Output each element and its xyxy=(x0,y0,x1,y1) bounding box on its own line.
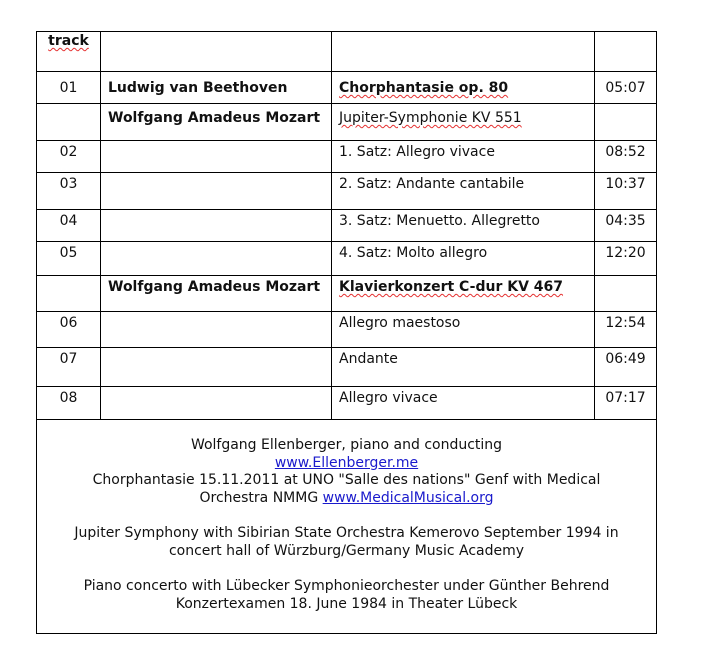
work-title: 3. Satz: Menuetto. Allegretto xyxy=(332,210,595,241)
work-title-text: Klavierkonzert C-dur KV 467 xyxy=(339,279,564,295)
track-number: 03 xyxy=(37,173,101,209)
header-time xyxy=(595,32,656,71)
composer: Wolfgang Amadeus Mozart xyxy=(101,104,332,140)
table-row xyxy=(37,242,656,276)
composer xyxy=(101,141,332,172)
table-header-row xyxy=(37,32,656,72)
header-title xyxy=(332,32,595,71)
duration: 05:07 xyxy=(605,80,646,96)
composer: Ludwig van Beethoven xyxy=(101,72,332,103)
track-number: 01 xyxy=(37,72,101,103)
work-title: Allegro vivace xyxy=(332,387,595,419)
table-row xyxy=(37,276,656,312)
duration xyxy=(595,276,656,311)
track-number: 08 xyxy=(37,387,101,419)
track-number: 05 xyxy=(37,242,101,275)
track-number: 06 xyxy=(37,312,101,347)
table-row xyxy=(37,141,656,173)
table-row xyxy=(37,210,656,242)
composer xyxy=(101,387,332,419)
table-row xyxy=(37,387,656,420)
duration: 12:54 xyxy=(605,315,646,331)
table-row xyxy=(37,348,656,387)
table-row xyxy=(37,173,656,210)
work-title-text: Chorphantasie op. 80 xyxy=(339,80,509,96)
work-title: Allegro maestoso xyxy=(332,312,595,347)
header-track-label: track xyxy=(48,33,89,49)
work-title-text: Jupiter-Symphonie KV 551 xyxy=(339,110,522,126)
work-title: 2. Satz: Andante cantabile xyxy=(332,173,595,209)
work-title: 1. Satz: Allegro vivace xyxy=(332,141,595,172)
table-row xyxy=(37,312,656,348)
composer xyxy=(101,348,332,386)
duration xyxy=(595,104,656,140)
composer: Wolfgang Amadeus Mozart xyxy=(101,276,332,311)
track-number xyxy=(37,276,101,311)
notes-piano-line2: Konzertexamen 18. June 1984 in Theater Lübeck xyxy=(175,595,518,612)
notes-orchestra-line xyxy=(37,490,656,508)
notes-piano-line1: Piano concerto with Lübecker Symphonieorchester under Günther Behrend xyxy=(83,578,610,594)
duration: 08:52 xyxy=(605,144,646,160)
notes-orchestra-text: Orchestra NMMG xyxy=(199,489,323,506)
performance-notes xyxy=(37,420,656,633)
medicalmusical-link[interactable]: www.MedicalMusical.org xyxy=(322,489,494,506)
header-composer xyxy=(101,32,332,71)
composer xyxy=(101,210,332,241)
duration: 06:49 xyxy=(605,351,646,367)
work-title xyxy=(332,276,595,311)
work-title: Andante xyxy=(332,348,595,386)
track-number: 02 xyxy=(37,141,101,172)
duration: 10:37 xyxy=(605,176,646,192)
composer xyxy=(101,242,332,275)
ellenberger-link[interactable]: www.Ellenberger.me xyxy=(274,454,419,471)
table-row xyxy=(37,104,656,141)
duration: 12:20 xyxy=(605,245,646,261)
header-track xyxy=(37,32,101,71)
duration: 07:17 xyxy=(605,390,646,406)
track-number: 07 xyxy=(37,348,101,386)
tracklist-table xyxy=(36,31,657,634)
table-row xyxy=(37,72,656,104)
work-title xyxy=(332,104,595,140)
notes-performer: Wolfgang Ellenberger, piano and conducting xyxy=(190,437,503,453)
work-title xyxy=(332,72,595,103)
composer xyxy=(101,312,332,347)
track-number: 04 xyxy=(37,210,101,241)
work-title: 4. Satz: Molto allegro xyxy=(332,242,595,275)
notes-chorphantasie: Chorphantasie 15.11.2011 at UNO "Salle des nations" Genf with Medical xyxy=(92,472,601,488)
notes-jupiter-line1: Jupiter Symphony with Sibirian State Orchestra Kemerovo September 1994 in xyxy=(74,525,619,541)
notes-jupiter-line2: concert hall of Würzburg/Germany Music Academy xyxy=(168,542,525,559)
duration: 04:35 xyxy=(605,213,646,229)
composer xyxy=(101,173,332,209)
track-number xyxy=(37,104,101,140)
